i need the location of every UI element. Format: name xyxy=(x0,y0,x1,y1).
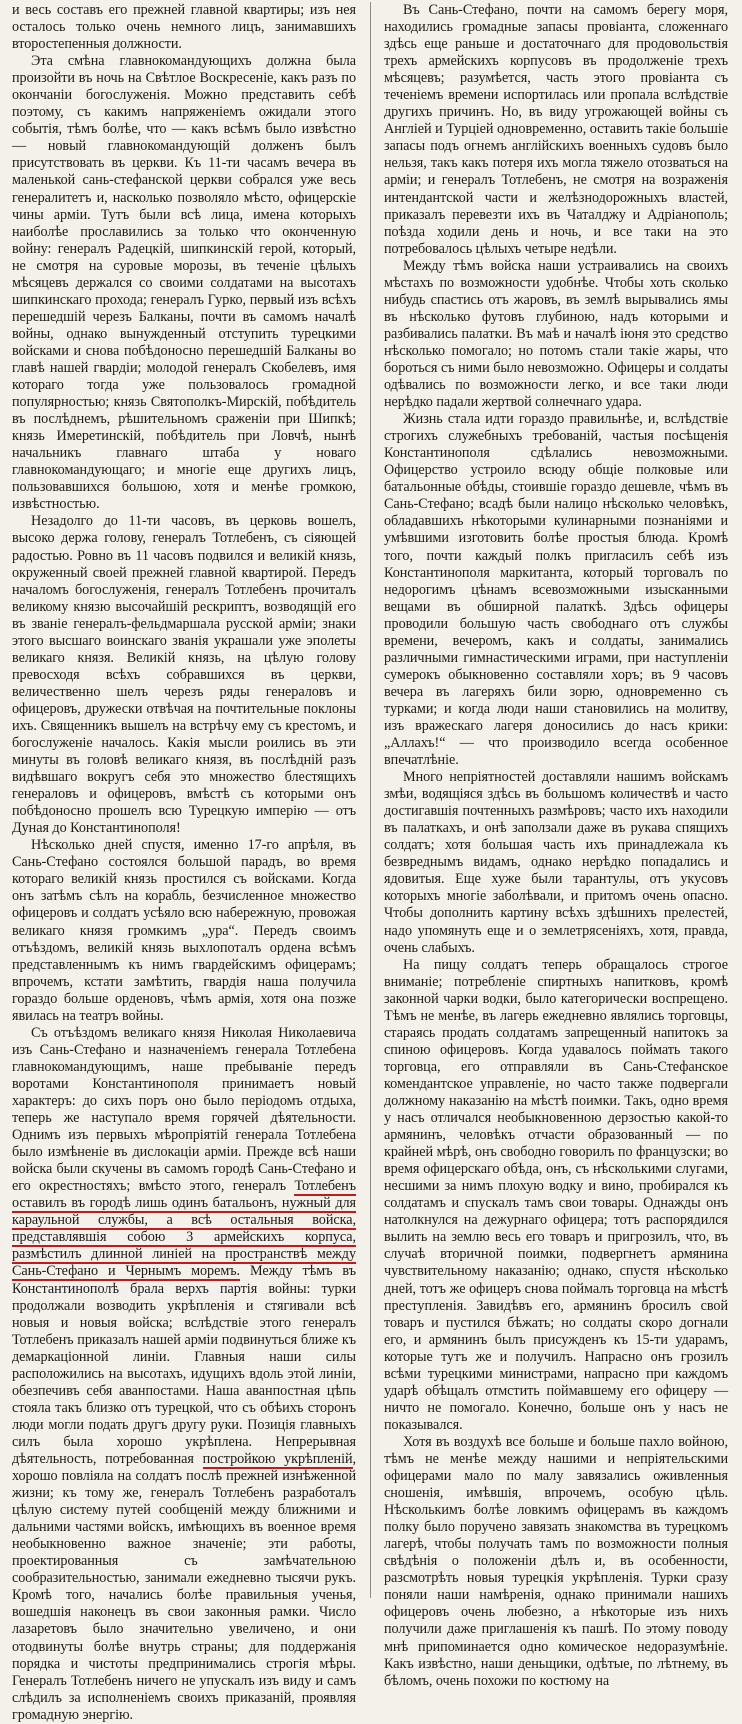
paragraph: Хотя въ воздухѣ все больше и больше пахло войною, тѣмъ не менѣе между нашими и непріятельскими офицерами мало по малу завязались оживленныя сношенія, имѣвшія, впрочемъ, особую цѣль. Нѣсколькимъ болѣе ловкимъ офицерамъ въ каждомъ полку было поручено завязать знакомства въ турецкомъ лагерѣ, чтобы получать тамъ по возможности полныя свѣдѣнія о положеніи дѣлъ и, въ особенности, разсмотрѣть новыя турецкія укрѣпленія. Турки сразу поняли наши намѣренія, однако принимали нашихъ офицеровъ очень любезно, а нѣкоторые изъ нихъ получили даже приглашенія къ пашѣ. По этому поводу мнѣ припоминается одно комическое недоразумѣніе. Какъ извѣстно, наши деньщики, одѣтые, по лѣтнему, въ бѣломъ, очень похожи по костюму на xyxy=(384,1433,728,1689)
paragraph-text: , хорошо повліяла на солдатъ послѣ прежней изнѣженной жизни; къ тому же, генералъ Тотлебенъ разработалъ цѣлую систему путей сообщеній между ближними и дальними частями войскъ, имѣющихъ въ военное время необыкновенно важное значеніе; эти работы, проектированныя съ замѣчательною сообразительностью, занимали ежедневно тысячи рукъ. Кромѣ того, начались болѣе правильныя ученья, вошедшія наконецъ въ свои законныя рамки. Число лазаретовъ было значительно увеличено, и они отодвинуты болѣе внутрь страны; для поддержанія порядка и чистоты предпринимались строгія мѣры. Генералъ Тотлебенъ ничего не упускалъ изъ виду и самъ слѣдилъ за исполненіемъ своихъ приказаній, проявляя громадную энергію. xyxy=(12,1450,357,1723)
red-underlined-phrase: постройкою укрѣпленій xyxy=(202,1450,353,1467)
paragraph: Въ Сань-Стефано, почти на самомъ берегу моря, находились громадные запасы провіанта, сложеннаго здѣсь еще раньше и достаточнаго для продовольствія трехъ армейскихъ корпусовъ въ продолженіе трехъ мѣсяцевъ; разумѣется, часть этого провіанта съ теченіемъ времени испортилась или пропала вслѣдствіе другихъ причинъ. Но, въ виду угрожающей войны съ Англіей и Турціей одновременно, оставить такіе большіе запасы подъ огнемъ англійскихъ военныхъ судовъ было нельзя, такъ какъ потеря ихъ могла тяжело отозваться на арміи; и генералъ Тотлебенъ, не смотря на возраженія интендантской части и желѣзнодорожныхъ властей, приказалъ перевезти ихъ въ Чаталджу и Адріанополь; поѣзда ходили день и ночь, и все таки на это потребовалось цѣлыхъ четыре недѣли. xyxy=(384,2,728,257)
paragraph-text: Между тѣмъ въ Константинополѣ брала верхъ партія войны: турки продолжали возводить укрѣпленія и стягивали всѣ новыя и новыя войска; вслѣдствіе этого генералъ Тотлебенъ приказалъ нашей арміи подвинуться ближе къ демаркаціонной линіи. Главныя наши силы расположились на высотахъ, идущихъ вдоль этой линіи, обезпечивъ себя аванпостами. Наша аванпостная цѣпь стояла такъ близко отъ турецкой, что съ обѣихъ сторонъ люди могли подать другъ другу руки. Позиція главныхъ силъ была хорошо укрѣплена. Непрерывная дѣятельность, потребованная xyxy=(12,1263,356,1467)
paragraph: На пищу солдатъ теперь обращалось строгое вниманіе; потребленіе спиртныхъ напитковъ, кромѣ законной чарки водки, было категорически воспрещено. Тѣмъ не менѣе, въ лагерь ежедневно являлись торговцы, стараясь продать солдатамъ запрещенный напитокъ за спиною офицеровъ. Когда удавалось поймать такого торговца, его отправляли въ Сань-Стефанское комендантское управленіе, но часто также подвергали должному наказанію на мѣстѣ поимки. Такъ, одно время у насъ отличался необыкновенною дерзостью какой-то армянинъ, человѣкъ отчасти образованный — по крайней мѣрѣ, онъ свободно говорилъ по французски; во время офицерскаго обѣда, онъ, съ нѣсколькими слугами, несшими за нимъ плохую водку и вино, пробирался къ солдатамъ и спускалъ тамъ свои товары. Однажды онъ натолкнулся на дежурнаго офицера; тотъ распорядился вылить на землю весь его товаръ и пригрозилъ, что, въ случаѣ вторичной поимки, подвергнетъ армянина чувствительному наказанію; однако, спустя нѣсколько дней, тотъ же офицеръ снова поймалъ торговца на мѣстѣ преступленія. Завидѣвъ его, армянинъ бросилъ свой товаръ и пустился бѣжать; но солдаты скоро догнали его, и армянинъ былъ присужденъ къ 15-ти ударамъ, которые тутъ же и получилъ. Напрасно онъ грозилъ всѣми турецкими министрами, напрасно при каждомъ ударѣ обѣщалъ отмстить поймавшему его офицеру — ничто не помогало. Конечно, больше онъ у насъ не показывался. xyxy=(384,956,728,1433)
paragraph: и весь составъ его прежней главной квартиры; изъ нея осталось только очень немного лицъ, занимавшихъ второстепенныя должности. xyxy=(12,2,356,53)
right-column xyxy=(384,2,728,1689)
paragraph: Эта смѣна главнокомандующихъ должна была произойти въ ночь на Свѣтлое Воскресеніе, какъ разъ по окончаніи богослуженія. Можно представить себѣ поэтому, съ какимъ напряженіемъ ожидали этого событія, тѣмъ болѣе, что — какъ всѣмъ было извѣстно — новый главнокомандующій долженъ былъ присутствовать въ церкви. Къ 11-ти часамъ вечера въ маленькой сань-стефанской церкви собрался уже весь генералитетъ и, насколько позволяло мѣсто, офицерскіе чины арміи. Тутъ были всѣ лица, имена которыхъ наиболѣе прославились за только что оконченную войну: генералъ Радецкій, шипкинскій герой, который, не смотря на суровые морозы, въ теченіе цѣлыхъ мѣсяцевъ держался со своими солдатами на высотахъ шипкинскаго прохода; генералъ Гурко, первый изъ всѣхъ перешедшій черезъ Балканы, почти въ самомъ началѣ войны, однако вынужденный отступить турецкими войсками и снова побѣдоносно перешедшій Балканы во главѣ нашей гвардіи; молодой генералъ Скобелевъ, имя котораго тогда уже пользовалось громадной популярностью; князь Святополкъ-Мирскій, побѣдитель въ послѣднемъ, рѣшительномъ сраженіи при Шипкѣ; князь Имеретинскій, побѣдитель при Ловчѣ, нынѣ начальникъ главнаго штаба у новаго главнокомандующаго; и многіе еще другихъ лицъ, пользовавшихся большою, хотя и менѣе громкою, извѣстностью. xyxy=(12,53,356,513)
paragraph: Между тѣмъ войска наши устраивались на своихъ мѣстахъ по возможности удобнѣе. Чтобы хоть сколько нибудь спастись отъ жаровъ, въ землѣ вырывались ямы въ нѣсколько футовъ глубиною, надъ которыми и разбивались палатки. Въ маѣ и началѣ іюня это средство нѣсколько помогало; но потомъ стали такіе жары, что бороться съ ними было невозможно. Офицеры и солдаты одѣвались по возможности легко, и все таки люди нерѣдко падали жертвой солнечнаго удара. xyxy=(384,257,728,411)
paragraph: Незадолго до 11-ти часовъ, въ церковь вошелъ, высоко держа голову, генералъ Тотлебенъ, съ сіяющей радостью. Ровно въ 11 часовъ подвился и великій князь, окруженный своей прежней главной квартирой. Передъ началомъ богослуженія, генералъ Тотлебенъ прочиталъ великому князю высочайшій рескриптъ, возводящій его въ званіе генералъ-фельдмаршала русской арміи; знаки этого высшаго воинскаго званія украшали уже эполеты великаго князя. Великій князь, на цѣлую голову превосходя всѣхъ собравшихся въ церкви, величественно шелъ черезъ ряды генераловъ и офицеровъ, дружески отвѣчая на почтительные поклоны ихъ. Священникъ вышелъ на встрѣчу ему съ крестомъ, и богослуженіе началось. Какія мысли роились въ эти минуты въ головѣ великаго князя, въ послѣдній разъ видѣвшаго вокругъ себя это множество блестящихъ генераловъ и офицеровъ, вмѣстѣ съ которыми онъ побѣдоносно прошелъ всю Турецкую имперію — отъ Дуная до Константинополя! xyxy=(12,513,356,837)
red-underlined-passage: Тотлебенъ оставилъ въ городѣ лишь одинъ батальонъ, нужный для караульной службы, а всѣ остальныя войска, представлявшія собою 3 армейскихъ корпуса, размѣстилъ длинной линіей на пространствѣ между Сань-Стефано и Чернымъ моремъ. xyxy=(12,1178,356,1280)
paragraph-with-underlines xyxy=(12,1025,356,1724)
paragraph-text: Съ отъѣздомъ великаго князя Николая Николаевича изъ Сань-Стефано и назначеніемъ генерала Тотлебена главнокомандующимъ, наше пребываніе передъ воротами Константинополя принимаетъ новый характеръ: до сихъ поръ оно было періодомъ отдыха, теперь же наступало время горячей дѣятельности. Однимъ изъ первыхъ мѣропріятій генерала Тотлебена было измѣненіе въ дислокаціи арміи. Прежде всѣ наши войска были скучены въ самомъ городѣ Сань-Стефано и его окрестностяхъ; вмѣсто этого, генералъ xyxy=(12,1024,356,1195)
left-column xyxy=(12,2,357,1723)
column-divider xyxy=(370,2,371,1598)
paragraph: Жизнь стала идти гораздо правильнѣе, и, вслѣдствіе строгихъ служебныхъ требованій, частыя посѣщенія Константинополя сдѣлались невозможными. Офицерство устроило всюду общіе полковые или батальонные обѣды, стоившіе гораздо дешевле, чѣмъ въ Сань-Стефано; всадѣ были налицо нѣсколько человѣкъ, обладавшихъ нѣкоторыми кулинарными познаніями и умѣвшими изготовить болѣе простыя блюда. Кромѣ того, почти каждый полкъ пригласилъ себѣ изъ Константинополя маркитанта, который торговалъ по недорогимъ цѣнамъ всевозможными изысканными вещами въ обширной палаткѣ. Здѣсь офицеры проводили большую часть свободнаго отъ службы времени, вечеромъ, какъ и солдаты, занимались различными гимнастическими играми, при наступленіи сумерокъ обыкновенно составляли хоръ; въ 9 часовъ вечера въ лагеряхъ били зорю, одновременно съ турками; и когда люди наши становились на молитву, изъ вражескаго лагеря доносились до насъ крики: „Аллахъ!“ — что производило всегда особенное впечатлѣніе. xyxy=(384,411,728,769)
paragraph: Нѣсколько дней спустя, именно 17-го апрѣля, въ Сань-Стефано состоялся большой парадъ, во время котораго великій князь простился съ войсками. Когда онъ затѣмъ сѣлъ на корабль, безчисленное множество офицеровъ и солдатъ усѣяло всю набережную, провожая великаго князя громкимъ „ура“. Передъ своимъ отъѣздомъ, великій князь выхлопоталъ ордена всѣмъ представленнымъ къ нимъ гвардейскимъ офицерамъ; впрочемъ, кстати замѣтить, гвардія наша получила гораздо больше орденовъ, чѣмъ армія, хотя она позже явилась на театръ войны. xyxy=(12,837,356,1024)
paragraph: Много непріятностей доставляли нашимъ войскамъ змѣи, водящіяся здѣсь въ большомъ количествѣ и часто достигавшія почтенныхъ размѣровъ; часто ихъ находили въ палаткахъ, и онѣ заползали даже въ рукава спящихъ солдатъ; хотя большая часть ихъ принадлежала къ безвреднымъ видамъ, однако нерѣдко попадались и ядовитыя. Еще хуже были тарантулы, отъ укусовъ которыхъ многіе заболѣвали, и притомъ очень опасно. Чтобы дополнить картину всѣхъ здѣшнихъ прелестей, надо упомянуть еще и о землетрясеніяхъ, хотя, правда, очень слабыхъ. xyxy=(384,769,728,956)
